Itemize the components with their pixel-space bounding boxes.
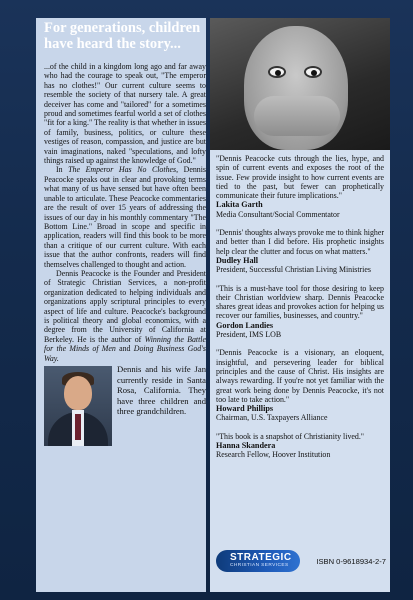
body-text [36,62,206,363]
endorser-name: Gordon Landies [216,320,274,330]
endorsement [216,228,384,274]
other-book-title-2: Doing Business God's Way. [44,344,206,363]
logo-subtitle: CHRISTIAN SERVICES [230,563,289,568]
body-paragraph-3: Dennis Peacocke is the Founder and President of Strategic Christian Services, a non-profit organization dedicated to helping individuals and organizations apply scriptural principles to every aspect of life and culture. Peacocke's background is political theory and global economics, with a degree from the University of California at Berkeley. He is the author of Winning the Battle for the Minds of Men and Doing Business God's Way. [44,268,206,363]
author-photo [44,366,112,446]
child-photo [210,18,390,150]
endorser-title: Research Fellow, Hoover Institution [216,450,331,460]
book-title: The Emperor Has No Clothes [68,165,177,175]
endorsement-text: "This book is a snapshot of Christianity lived." [216,431,365,441]
other-book-title-1: Winning the Battle for the Minds of Men [44,334,206,354]
endorser-title: President, Successful Christian Living Ministries [216,265,371,275]
endorsement [216,154,384,219]
left-panel [36,18,206,592]
endorsements [216,154,384,469]
endorser-title: President, IMS LOB [216,330,282,340]
endorser-name: Dudley Hall [216,255,259,265]
body-paragraph-2: In The Emperor Has No Clothes, Dennis Peacocke speaks out in clear and provoking terms what many of us have sensed but have often been unable to articulate. These Peacocke commentaries are the result of over 15 years of addressing the issues of our day in his monthly commentary "The Bottom Line." Broad in scope and specific in application, readers will find this book to be more than a critique of our current culture. With each issue that the author confronts, readers will find themselves challenged to thought and action. [44,165,206,269]
author-block [36,364,206,417]
footer-bar [216,548,386,574]
body-paragraph-1: ...of the child in a kingdom long ago and far away who had the courage to speak out, "The emperor has no clothes!" Our current culture seems to resemble the society of that nursery tale. A great deceiver has come and "tailored" for a sometimes proud and sometimes fearful world a set of clothes "fit for a king." The reality is that whether in issues of family, business, politics, or culture these vestiges of reason, compassion, and justice are but vain imaginations, naked "speculations, and lofty things raised up against the knowledge of God." [44,62,206,166]
author-bio: Dennis and his wife Jan currently reside in Santa Rosa, California. They have three children and three grandchildren. [117,364,206,417]
endorsement-text: "This is a must-have tool for those desiring to keep their Christian worldview sharp. Dennis Peacocke shares great ideas and provokes action for helping us recover our families, businesses, and country." [216,283,384,321]
publisher-logo [216,550,300,572]
endorsement-text: "Dennis' thoughts always provoke me to think higher and better than I did before. His prophetic insights help clear the clutter and focus on what matters." [216,228,384,256]
logo-word: STRATEGIC [230,552,292,563]
endorser-name: Hanna Skandera [216,441,276,451]
endorser-name: Howard Phillips [216,404,274,414]
endorser-title: Media Consultant/Social Commentator [216,209,340,219]
isbn: ISBN 0-9618934-2-7 [316,556,386,566]
endorsement-text: "Dennis Peacocke is a visionary, an eloquent, insightful, and persevering leader for biblical principles and the cause of Christ. His insights are always rewarding. If you're not yet familiar with the great work being done by Dennis Peacocke, it's not too late to take action." [216,348,384,404]
endorsement [216,348,384,422]
endorser-name: Lakita Garth [216,200,263,210]
endorsement [216,284,384,340]
endorsement-text: "Dennis Peacocke cuts through the lies, hype, and spin of current events and exposes the root of the issue. Few provide insight to how current events are tied to the past, but fewer can prophetically communicate their future implications." [216,154,384,201]
cover-heading: For generations, children have heard the story... [44,20,201,52]
endorser-title: Chairman, U.S. Taxpayers Alliance [216,413,328,423]
endorsement [216,432,384,460]
